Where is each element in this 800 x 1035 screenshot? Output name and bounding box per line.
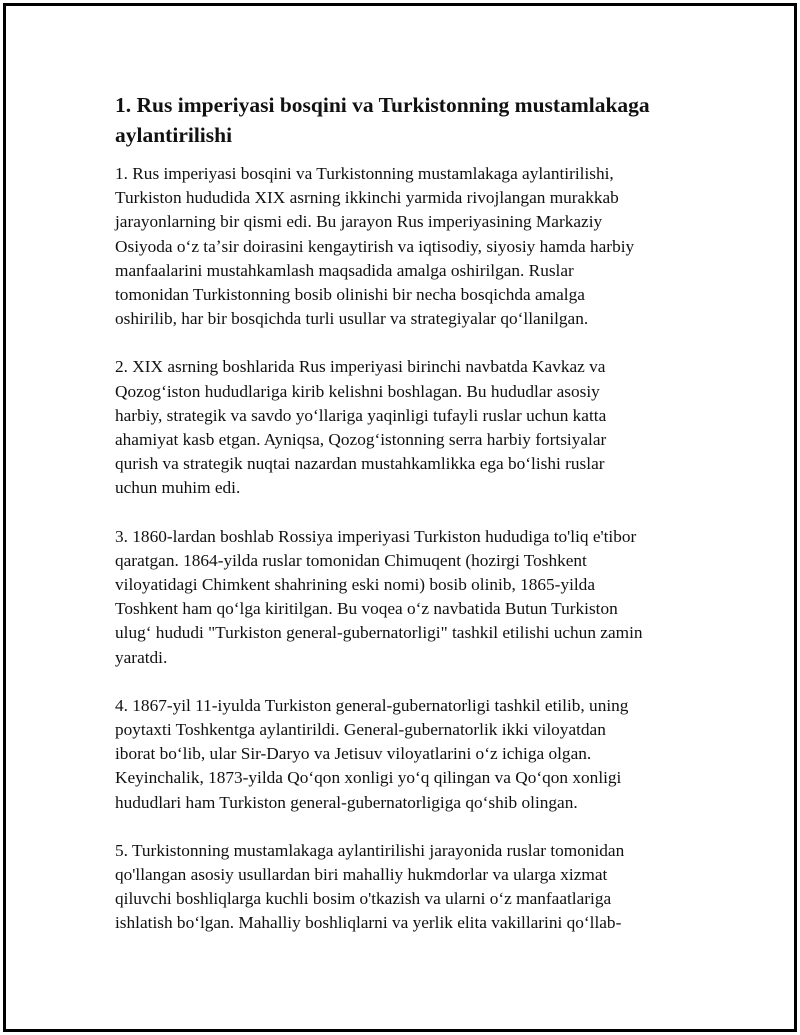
paragraph-2: 2. XIX asrning boshlarida Rus imperiyasi birinchi navbatda Kavkaz va Qozogʻiston hududlariga kirib kelishni boshlagan. Bu hududlar asosiy harbiy, strategik va savdo yoʻllariga yaqinligi tufayli ruslar uchun katta ahamiyat kasb etgan. Ayniqsa, Qozogʻistonning serra harbiy fortsiyalar qurish va strategik nuqtai nazardan mustahkamlikka ega boʻlishi ruslar uchun muhim edi. <box>115 357 607 498</box>
paragraph-3: 3. 1860-lardan boshlab Rossiya imperiyasi Turkiston hududiga to'liq e'tibor qaratgan. 1864-yilda ruslar tomonidan Chimuqent (hozirgi Toshkent viloyatidagi Chimkent shahrining eski nomi) bosib olinib, 1865-yilda Toshkent ham qoʻlga kiritilgan. Bu voqea oʻz navbatida Butun Turkiston ulugʻ hududi "Turkiston general-gubernatorligi" tashkil etilishi uchun zamin yaratdi. <box>115 526 643 667</box>
document-body <box>115 90 695 960</box>
paragraph-4: 4. 1867-yil 11-iyulda Turkiston general-gubernatorligi tashkil etilib, uning poytaxti Toshkentga aylantirildi. General-gubernatorlik ikki viloyatdan iborat boʻlib, ular Sir-Daryo va Jetisuv viloyatlarini oʻz ichiga olgan. Keyinchalik, 1873-yilda Qoʻqon xonligi yoʻq qilingan va Qoʻqon xonligi hududlari ham Turkiston general-gubernatorligiga qoʻshib olingan. <box>115 695 629 812</box>
paragraph-1: 1. Rus imperiyasi bosqini va Turkistonning mustamlakaga aylantirilishi, Turkiston hududida XIX asrning ikkinchi yarmida rivojlangan murakkab jarayonlarning bir qismi edi. Bu jarayon Rus imperiyasining Markaziy Osiyoda oʻz taʼsir doirasini kengaytirish va iqtisodiy, siyosiy hamda harbiy manfaalarini mustahkamlash maqsadida amalga oshirilgan. Ruslar tomonidan Turkistonning bosib olinishi bir necha bosqichda amalga oshirilib, har bir bosqichda turli usullar va strategiyalar qoʻllanilgan. <box>115 164 635 329</box>
document-title: 1. Rus imperiyasi bosqini va Turkistonning mustamlakaga aylantirilishi <box>115 93 650 147</box>
paragraph-5: 5. Turkistonning mustamlakaga aylantirilishi jarayonida ruslar tomonidan qo'llangan asosiy usullardan biri mahalliy hukmdorlar va ularga xizmat qiluvchi boshliqlarga kuchli bosim o'tkazish va ularni oʻz manfaatlariga ishlatish boʻlgan. Mahalliy boshliqlarni va yerlik elita vakillarini qoʻllab- <box>115 840 625 933</box>
